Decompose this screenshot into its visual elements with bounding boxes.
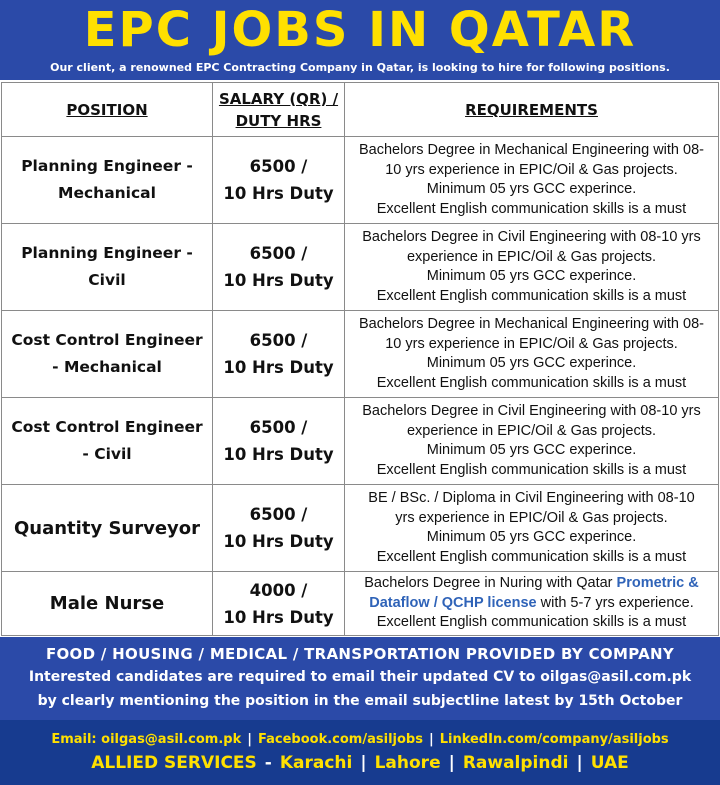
requirement-line xyxy=(348,594,715,614)
position-line1: Quantity Surveyor xyxy=(13,517,201,539)
city-uae: UAE xyxy=(590,753,629,773)
requirements-cell xyxy=(345,485,719,572)
duty-hours: 10 Hrs Duty xyxy=(223,184,334,203)
header-salary-line1: SALARY (QR) / xyxy=(218,89,339,108)
separator: | xyxy=(428,732,434,747)
duty-hours: 10 Hrs Duty xyxy=(223,358,334,377)
position-cell xyxy=(2,137,213,224)
highlight-text: Prometric & xyxy=(616,575,699,592)
salary-value: 4000 / xyxy=(249,580,308,600)
separator: | xyxy=(247,732,252,747)
position-line1: Cost Control Engineer xyxy=(11,418,203,436)
requirement-line: Bachelors Degree in Civil Engineering with 08-10 yrs xyxy=(362,229,701,245)
requirement-line xyxy=(348,574,715,594)
salary-value: 6500 / xyxy=(249,157,308,176)
table-header-row xyxy=(2,83,719,137)
requirement-line: Bachelors Degree in Mechanical Engineering with 08- xyxy=(359,142,704,158)
requirement-line: 10 yrs experience in EPIC/Oil & Gas projects. xyxy=(385,335,678,352)
linkedin-link[interactable]: LinkedIn.com/company/asiljobs xyxy=(439,732,669,747)
dash: - xyxy=(264,753,272,773)
duty-hours: 10 Hrs Duty xyxy=(223,271,334,290)
duty-hours: 10 Hrs Duty xyxy=(223,445,334,464)
position-cell xyxy=(2,485,213,572)
requirement-text: with 5-7 yrs experience. xyxy=(536,594,694,611)
requirement-line: Minimum 05 yrs GCC experince. xyxy=(426,442,637,458)
city-lahore: Lahore xyxy=(374,753,441,773)
position-line2: Civil xyxy=(88,271,126,289)
table-row xyxy=(2,485,719,572)
requirement-line: Bachelors Degree in Civil Engineering with 08-10 yrs xyxy=(362,403,701,419)
benefits-text: FOOD / HOUSING / MEDICAL / TRANSPORTATION PROVIDED BY COMPANY xyxy=(45,645,675,663)
position-line2: Mechanical xyxy=(58,184,156,202)
requirement-line: Excellent English communication skills is a must xyxy=(376,461,687,478)
apply-instruction-line1: Interested candidates are required to email their updated CV to oilgas@asil.com.pk xyxy=(28,669,692,685)
salary-value: 6500 / xyxy=(249,418,308,437)
header-salary-line2: DUTY HRS xyxy=(235,111,322,130)
contact-band xyxy=(0,720,720,785)
salary-cell xyxy=(213,311,345,398)
position-line1: Male Nurse xyxy=(49,593,165,614)
requirements-cell xyxy=(345,137,719,224)
requirement-line: experience in EPIC/Oil & Gas projects. xyxy=(406,422,657,439)
requirement-line: Minimum 05 yrs GCC experince. xyxy=(426,529,637,545)
header-requirements: REQUIREMENTS xyxy=(345,83,719,137)
header-banner xyxy=(0,0,720,80)
separator: | xyxy=(576,753,583,773)
jobs-table xyxy=(1,82,719,636)
salary-value: 6500 / xyxy=(249,331,308,350)
duty-hours: 10 Hrs Duty xyxy=(223,532,334,551)
salary-value: 6500 / xyxy=(249,505,308,524)
salary-cell xyxy=(213,572,345,636)
requirement-line: Minimum 05 yrs GCC experince. xyxy=(426,268,637,284)
company-offices xyxy=(0,750,720,776)
salary-cell xyxy=(213,224,345,311)
separator: | xyxy=(448,753,455,773)
table-row xyxy=(2,224,719,311)
apply-instruction-line2: by clearly mentioning the position in the email subjectline latest by 15th October xyxy=(37,693,683,709)
salary-value: 6500 / xyxy=(249,244,308,263)
header-position: POSITION xyxy=(2,83,213,137)
position-line2: - Civil xyxy=(82,445,132,463)
page-title: EPC JOBS IN QATAR xyxy=(83,2,637,58)
requirement-line: experience in EPIC/Oil & Gas projects. xyxy=(406,248,657,265)
requirements-cell xyxy=(345,224,719,311)
contact-line xyxy=(0,720,720,750)
table-row xyxy=(2,137,719,224)
position-cell xyxy=(2,311,213,398)
duty-hours: 10 Hrs Duty xyxy=(223,607,334,627)
company-name: ALLIED SERVICES xyxy=(91,753,257,773)
requirement-line: Excellent English communication skills is a must xyxy=(376,548,687,565)
table-row xyxy=(2,398,719,485)
requirements-cell xyxy=(345,398,719,485)
requirements-cell xyxy=(345,572,719,636)
table-row xyxy=(2,311,719,398)
city-rawalpindi: Rawalpindi xyxy=(462,753,569,773)
position-cell xyxy=(2,398,213,485)
city-karachi: Karachi xyxy=(279,753,353,773)
position-line1: Planning Engineer - xyxy=(21,244,193,262)
position-line1: Planning Engineer - xyxy=(21,157,193,175)
requirement-line: Excellent English communication skills is a must xyxy=(376,200,687,217)
position-line1: Cost Control Engineer xyxy=(11,331,203,349)
facebook-link[interactable]: Facebook.com/asiljobs xyxy=(258,732,423,747)
salary-cell xyxy=(213,485,345,572)
requirement-line: BE / BSc. / Diploma in Civil Engineering with 08-10 xyxy=(368,490,695,506)
requirement-line: Excellent English communication skills is a must xyxy=(376,614,687,631)
benefits-band xyxy=(0,637,720,720)
requirement-line: Minimum 05 yrs GCC experince. xyxy=(426,355,637,371)
salary-cell xyxy=(213,398,345,485)
requirement-line: Bachelors Degree in Mechanical Engineering with 08- xyxy=(359,316,704,332)
requirement-line: 10 yrs experience in EPIC/Oil & Gas projects. xyxy=(385,161,678,178)
requirement-line: Minimum 05 yrs GCC experince. xyxy=(426,181,637,197)
header-salary xyxy=(213,83,345,137)
requirement-line: Excellent English communication skills is a must xyxy=(376,374,687,391)
position-line2: - Mechanical xyxy=(52,358,162,376)
requirement-line: Excellent English communication skills is a must xyxy=(376,287,687,304)
separator: | xyxy=(360,753,367,773)
position-cell xyxy=(2,224,213,311)
requirement-line: yrs experience in EPIC/Oil & Gas projects. xyxy=(395,509,668,526)
requirement-text: Bachelors Degree in Nuring with Qatar xyxy=(364,575,617,592)
requirements-cell xyxy=(345,311,719,398)
highlight-text: Dataflow / QCHP license xyxy=(369,594,537,611)
salary-cell xyxy=(213,137,345,224)
page-subtitle: Our client, a renowned EPC Contracting Company in Qatar, is looking to hire for following positions. xyxy=(50,61,670,74)
email-link[interactable]: Email: oilgas@asil.com.pk xyxy=(51,732,242,747)
table-row xyxy=(2,572,719,636)
position-cell xyxy=(2,572,213,636)
